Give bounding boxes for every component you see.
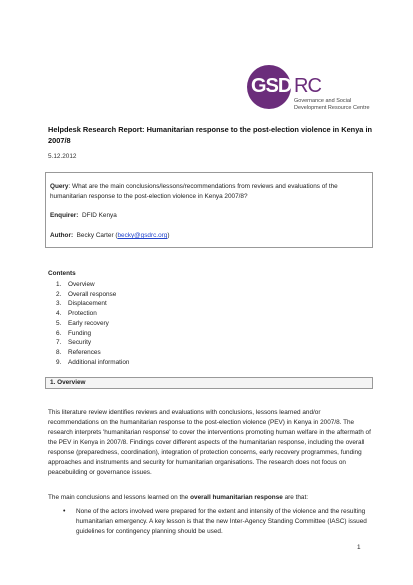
bullet-item: None of the actors involved were prepared for the extent and intensity of the violence and the resulting humanitarian emergency. A key lesson is that the new Inter-Agency Standing Committee (IASC) issued guidelines for contingency planning should be used.	[76, 508, 367, 535]
contents-item[interactable]	[56, 358, 129, 368]
report-date: 5.12.2012	[48, 153, 77, 160]
author-line	[50, 232, 169, 239]
para2-after: are that:	[282, 494, 309, 501]
contents-num: 8.	[56, 348, 62, 356]
contents-label: Additional information	[68, 358, 130, 366]
enquirer-line	[50, 212, 117, 219]
contents-label: Overview	[68, 281, 95, 288]
author-label: Author:	[50, 232, 74, 239]
contents-item[interactable]	[56, 299, 129, 309]
para2-before: The main conclusions and lessons learned on the	[48, 494, 191, 501]
contents-item[interactable]	[56, 329, 129, 339]
contents-num: 5.	[56, 319, 62, 327]
query-body: : What are the main conclusions/lessons/recommendations from reviews and evaluations of the humanitarian response to the post-election violence in Kenya 2007/8?	[50, 183, 338, 200]
overview-paragraph: This literature review identifies reviews and evaluations with conclusions, lessons learned and/or recommendations on the humanitarian response to the post-election violence (PEV) in Kenya in 2007/8. The research interprets 'humanitarian response' to cover the interventions promoting human welfare in the aftermath of the PEV in Kenya in 2007/8. Findings cover different aspects of the humanitarian response, including the overall response (preparedness, coordination), integration of protection concerns, early recovery programmes, funding approaches and instruments and security for humanitarian organisations. The research does not focus on peacebuilding or governance issues.	[48, 409, 371, 476]
section-heading: 1. Overview	[50, 379, 86, 386]
contents-num: 7.	[56, 339, 62, 347]
contents-item[interactable]	[56, 338, 129, 348]
contents-num: 1.	[56, 281, 62, 288]
author-email-link[interactable]: becky@gsdrc.org	[117, 232, 168, 239]
enquirer-value: DFID Kenya	[81, 212, 117, 219]
logo-tagline-2: Development Resource Centre	[294, 105, 370, 111]
logo-rc-text: RC	[294, 75, 321, 97]
author-close: )	[167, 232, 170, 239]
bullet-icon: •	[63, 508, 66, 515]
contents-label: Displacement	[68, 300, 107, 308]
contents-num: 4.	[56, 310, 62, 318]
contents-list	[56, 280, 129, 367]
logo-tagline-1: Governance and Social	[294, 98, 352, 104]
contents-item[interactable]	[56, 290, 129, 300]
enquirer-label: Enquirer:	[50, 212, 79, 219]
page-number: 1	[357, 544, 361, 551]
query-text	[50, 182, 368, 202]
contents-label: Early recovery	[68, 319, 109, 327]
contents-num: 2.	[56, 290, 62, 298]
section-heading-box	[45, 377, 373, 389]
contents-item[interactable]	[56, 319, 129, 329]
query-box	[45, 172, 373, 248]
contents-title: Contents	[48, 270, 76, 277]
contents-item[interactable]	[56, 348, 129, 358]
conclusions-intro	[48, 493, 373, 503]
contents-num: 9.	[56, 358, 62, 366]
contents-label: Overall response	[68, 290, 117, 298]
contents-label: Protection	[68, 310, 97, 318]
gsdrc-logo	[247, 65, 377, 110]
contents-num: 6.	[56, 329, 62, 337]
report-title: Helpdesk Research Report: Humanitarian response to the post-election violence in Kenya in 2007/8	[48, 125, 373, 145]
author-name: Becky Carter (	[76, 232, 118, 239]
query-label: Query	[50, 183, 69, 190]
contents-label: References	[68, 348, 101, 356]
contents-item[interactable]	[56, 280, 129, 290]
contents-item[interactable]	[56, 309, 129, 319]
para2-bold: overall humanitarian response	[190, 494, 283, 501]
logo-gsd-text: GSD	[251, 75, 292, 97]
contents-label: Funding	[68, 329, 92, 337]
contents-num: 3.	[56, 300, 62, 308]
contents-label: Security	[68, 339, 92, 347]
